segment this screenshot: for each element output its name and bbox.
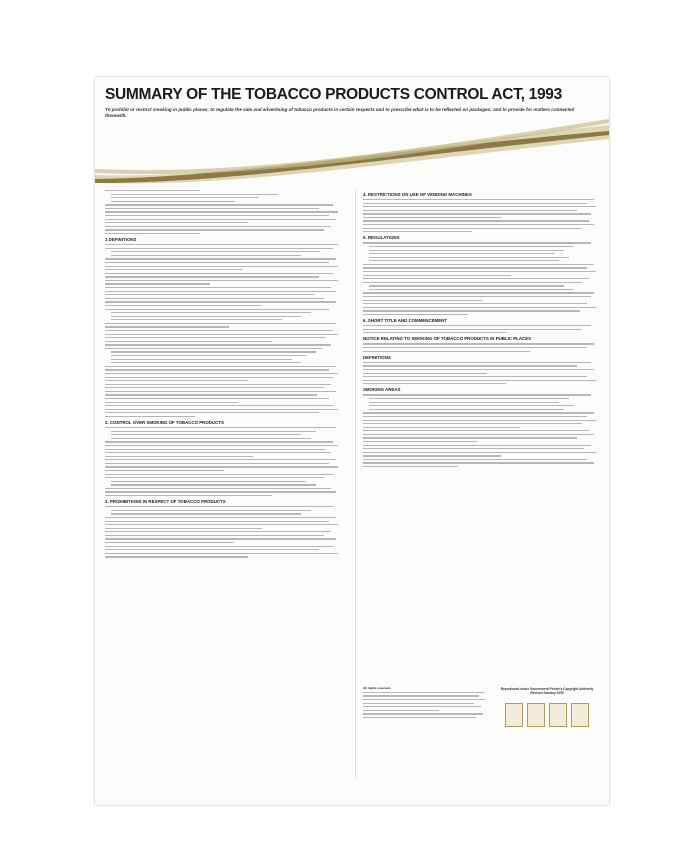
smoking-areas-heading: SMOKING AREAS — [363, 387, 401, 393]
column-divider — [355, 189, 356, 779]
section-6-text — [363, 325, 601, 333]
section-1-text — [105, 244, 343, 417]
decorative-swoosh — [95, 117, 609, 185]
section-2-text — [105, 427, 343, 496]
section-4-heading: 4. RESTRICTIONS ON USE OF VENDING MACHINES — [363, 192, 472, 197]
section-5-heading: 5. REGULATIONS — [363, 235, 400, 241]
notice-text — [363, 343, 601, 351]
logo-line-1: Reproduced under Government Printer's Copyright Authority — [500, 687, 594, 691]
definitions-heading: DEFINITIONS — [363, 354, 391, 360]
copyright-authority-logo — [497, 687, 597, 735]
publication-thumbnails — [505, 703, 589, 729]
rights-text — [363, 692, 489, 718]
poster-footer — [363, 687, 601, 747]
section-2-heading: 2. CONTROL OVER SMOKING OF TOBACCO PRODUCTS — [105, 420, 224, 426]
preamble-text — [105, 190, 343, 234]
poster-subtitle: To prohibit or restrict smoking in public places; to regulate the sale and advertising of tobacco products in certain respects and to prescribe what is to be reflected on packages; and to provide for matters connected therewith. — [105, 107, 575, 118]
notice-heading: NOTICE RELATING TO SMOKING OF TOBACCO PRODUCTS IN PUBLIC PLACES — [363, 336, 532, 342]
definitions-text — [363, 362, 601, 385]
section-6-heading: 6. SHORT TITLE AND COMMENCEMENT — [363, 318, 447, 324]
section-1-heading: 1 DEFINITIONS — [105, 237, 137, 243]
logo-line-2: Revised January 2009 — [530, 691, 564, 695]
section-3-heading: 3. PROHIBITIONS IN RESPECT OF TOBACCO PRODUCTS — [105, 499, 226, 505]
section-4-text — [363, 199, 601, 232]
poster-title: SUMMARY OF THE TOBACCO PRODUCTS CONTROL ACT, 1993 — [105, 86, 562, 103]
section-5-text — [363, 242, 601, 315]
smoking-areas-text — [363, 394, 601, 467]
left-column — [105, 189, 343, 789]
rights-heading: All rights reserved. — [363, 686, 392, 690]
section-3-text — [105, 506, 343, 557]
copyright-notice — [363, 687, 489, 721]
act-summary-poster — [95, 77, 609, 805]
